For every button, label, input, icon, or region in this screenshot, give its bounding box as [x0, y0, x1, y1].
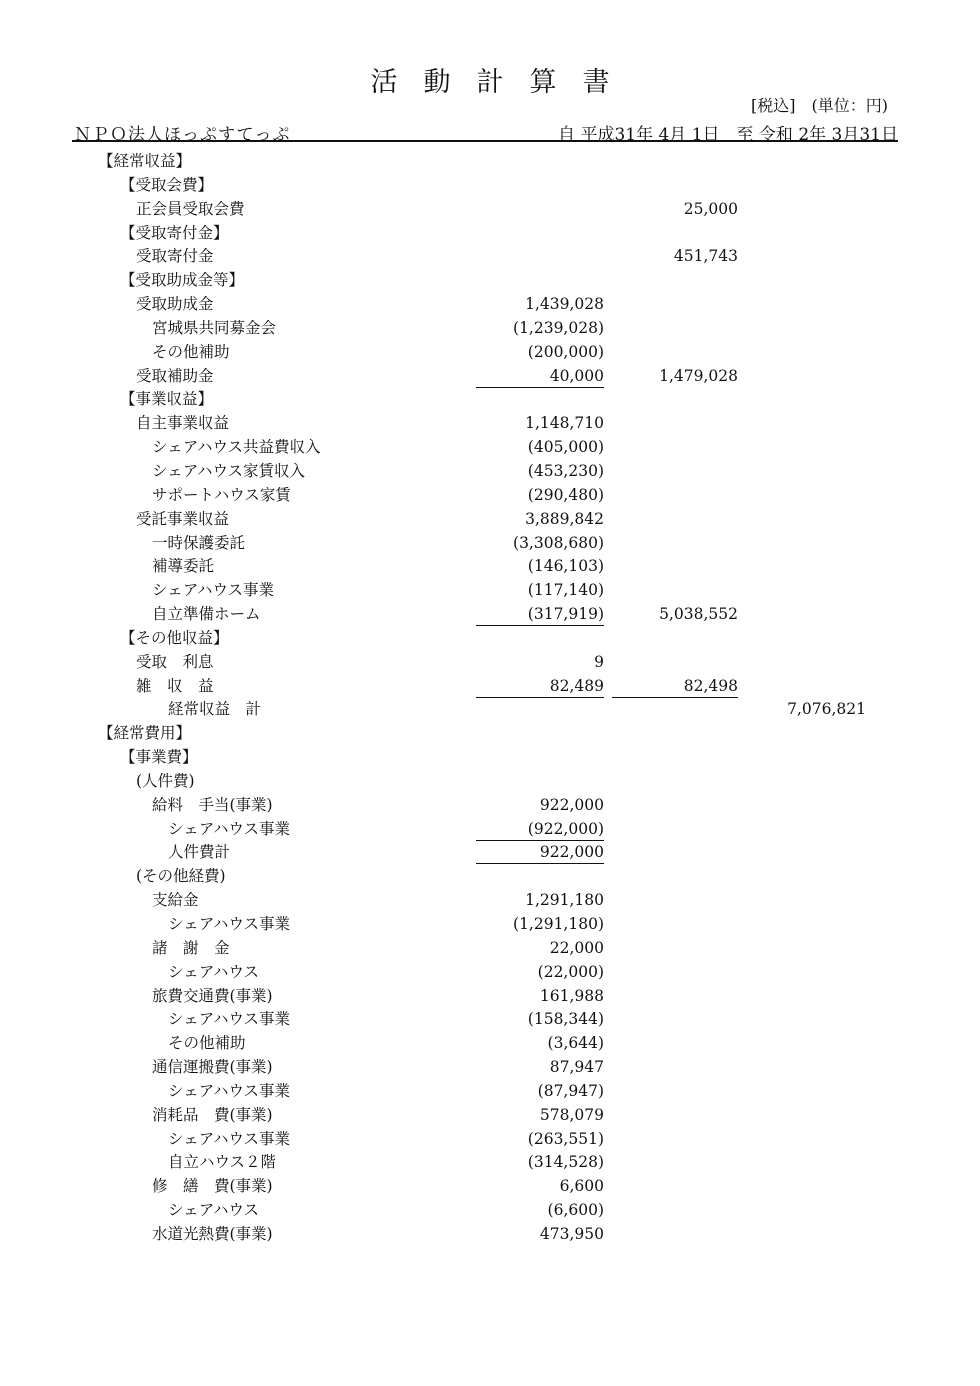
row-label: 水道光熱費(事業)	[152, 1224, 273, 1243]
amount-subtotal: 451,743	[673, 247, 738, 266]
row-label: その他補助	[152, 342, 230, 361]
header-divider	[72, 140, 898, 142]
row-label: シェアハウス事業	[152, 581, 274, 600]
table-row	[0, 722, 980, 746]
amount-detail: (453,230)	[527, 461, 604, 480]
amount-detail: 87,947	[549, 1058, 604, 1077]
amount-detail: (22,000)	[537, 962, 604, 981]
amount-detail: 578,079	[539, 1105, 604, 1124]
table-row	[0, 579, 980, 603]
table-row	[0, 746, 980, 770]
table-row	[0, 913, 980, 937]
row-label: 【事業費】	[120, 748, 198, 767]
unit-note: [税込] (単位：円)	[751, 96, 888, 115]
amount-subtotal: 5,038,552	[659, 605, 738, 624]
row-label: 支給金	[152, 891, 199, 910]
row-label: (人件費)	[136, 771, 195, 790]
table-row	[0, 1151, 980, 1175]
row-label: 宮城県共同募金会	[152, 318, 277, 337]
row-label: シェアハウス共益費収入	[152, 438, 321, 457]
table-row	[0, 365, 980, 389]
row-label: シェアハウス	[168, 962, 259, 981]
row-label: (その他経費)	[136, 867, 226, 886]
table-row	[0, 341, 980, 365]
amount-detail: 473,950	[539, 1224, 604, 1243]
table-row	[0, 245, 980, 269]
amount-detail: (3,308,680)	[513, 533, 604, 552]
table-row	[0, 675, 980, 699]
amount-detail: (87,947)	[537, 1081, 604, 1100]
amount-detail: (290,480)	[527, 485, 604, 504]
amount-detail: 3,889,842	[525, 509, 604, 528]
table-row	[0, 985, 980, 1009]
row-label: 【事業収益】	[120, 390, 214, 409]
table-row	[0, 388, 980, 412]
table-row	[0, 1080, 980, 1104]
table-row	[0, 222, 980, 246]
table-row	[0, 532, 980, 556]
table-row	[0, 174, 980, 198]
table-row	[0, 1223, 980, 1247]
row-label: シェアハウス事業	[168, 819, 290, 838]
row-label: シェアハウス事業	[168, 915, 290, 933]
row-label: 自主事業収益	[136, 414, 230, 433]
organization-name: ＮＰＯ法人ほっぷすてっぷ	[74, 125, 291, 145]
table-row	[0, 198, 980, 222]
amount-detail: 1,439,028	[525, 295, 604, 314]
table-row	[0, 937, 980, 961]
row-label: 経常収益 計	[168, 700, 262, 719]
amount-detail: (1,291,180)	[513, 915, 604, 933]
row-label: 通信運搬費(事業)	[152, 1058, 273, 1077]
table-row	[0, 865, 980, 889]
amount-detail: (314,528)	[527, 1153, 604, 1172]
amount-detail: (117,140)	[527, 581, 604, 600]
table-row	[0, 1056, 980, 1080]
amount-detail: 40,000	[476, 365, 604, 388]
table-row	[0, 1128, 980, 1152]
amount-detail: 161,988	[539, 986, 604, 1005]
row-label: 【経常費用】	[98, 724, 192, 743]
table-row	[0, 627, 980, 651]
table-row	[0, 1032, 980, 1056]
row-label: 給料 手当(事業)	[152, 795, 273, 814]
row-label: 正会員受取会費	[136, 199, 245, 218]
row-label: 受取寄付金	[136, 247, 214, 266]
table-row	[0, 1008, 980, 1032]
table-row	[0, 436, 980, 460]
amount-detail: 1,291,180	[525, 891, 604, 910]
table-row	[0, 603, 980, 627]
row-label: シェアハウス事業	[168, 1129, 290, 1148]
row-label: その他補助	[168, 1034, 246, 1053]
table-row	[0, 460, 980, 484]
amount-detail: (317,919)	[476, 603, 604, 626]
row-label: シェアハウス家賃収入	[152, 461, 305, 480]
row-label: 【受取寄付金】	[120, 223, 229, 242]
row-label: シェアハウス事業	[168, 1010, 290, 1029]
statement-table	[0, 150, 980, 1247]
row-label: 自立ハウス２階	[168, 1153, 277, 1172]
table-row	[0, 961, 980, 985]
amount-subtotal: 82,498	[612, 675, 738, 698]
table-row	[0, 150, 980, 174]
row-label: サポートハウス家賃	[152, 485, 291, 504]
table-row	[0, 555, 980, 579]
table-row	[0, 698, 980, 722]
table-row	[0, 1175, 980, 1199]
row-label: 受取助成金	[136, 295, 214, 314]
amount-detail: (200,000)	[527, 342, 604, 361]
amount-detail: 9	[594, 652, 604, 671]
row-label: 雑 収 益	[136, 676, 214, 695]
amount-detail: 82,489	[476, 675, 604, 698]
table-row	[0, 1104, 980, 1128]
row-label: 受取 利息	[136, 652, 214, 671]
table-row	[0, 269, 980, 293]
table-row	[0, 317, 980, 341]
table-row	[0, 651, 980, 675]
amount-detail: (158,344)	[527, 1010, 604, 1029]
amount-detail: 922,000	[539, 795, 604, 814]
row-label: 修 繕 費(事業)	[152, 1177, 273, 1196]
row-label: 人件費計	[168, 843, 231, 862]
row-label: 【受取助成金等】	[120, 271, 245, 290]
table-row	[0, 818, 980, 842]
page-title: 活動計算書	[370, 67, 636, 98]
row-label: シェアハウス事業	[168, 1081, 290, 1100]
row-label: 受取補助金	[136, 366, 214, 385]
amount-detail: 22,000	[549, 938, 604, 957]
table-row	[0, 484, 980, 508]
table-row	[0, 508, 980, 532]
row-label: 諸 謝 金	[152, 938, 230, 957]
row-label: 旅費交通費(事業)	[152, 986, 273, 1005]
row-label: 消耗品 費(事業)	[152, 1105, 273, 1124]
table-row	[0, 889, 980, 913]
table-row	[0, 841, 980, 865]
amount-subtotal: 1,479,028	[659, 366, 738, 385]
table-row	[0, 1199, 980, 1223]
amount-detail: 1,148,710	[525, 414, 604, 433]
amount-detail: (3,644)	[547, 1034, 604, 1053]
row-label: 補導委託	[152, 557, 215, 576]
table-row	[0, 794, 980, 818]
amount-detail: 6,600	[559, 1177, 604, 1196]
table-row	[0, 293, 980, 317]
row-label: 【その他収益】	[120, 628, 229, 647]
amount-detail: 922,000	[476, 841, 604, 864]
amount-detail: (1,239,028)	[513, 318, 604, 337]
amount-subtotal: 25,000	[683, 199, 738, 218]
fiscal-period: 自 平成31年 4月 1日 至 令和 2年 3月31日	[558, 125, 898, 145]
row-label: シェアハウス	[168, 1201, 259, 1220]
amount-detail: (922,000)	[476, 818, 604, 841]
amount-detail: (263,551)	[527, 1129, 604, 1148]
table-row	[0, 412, 980, 436]
amount-detail: (405,000)	[527, 438, 604, 457]
amount-total: 7,076,821	[787, 700, 866, 719]
row-label: 自立準備ホーム	[152, 605, 261, 624]
amount-detail: (146,103)	[527, 557, 604, 576]
row-label: 一時保護委託	[152, 533, 246, 552]
amount-detail: (6,600)	[547, 1201, 604, 1220]
table-row	[0, 770, 980, 794]
row-label: 【経常収益】	[98, 152, 192, 170]
row-label: 受託事業収益	[136, 509, 230, 528]
row-label: 【受取会費】	[120, 175, 214, 194]
